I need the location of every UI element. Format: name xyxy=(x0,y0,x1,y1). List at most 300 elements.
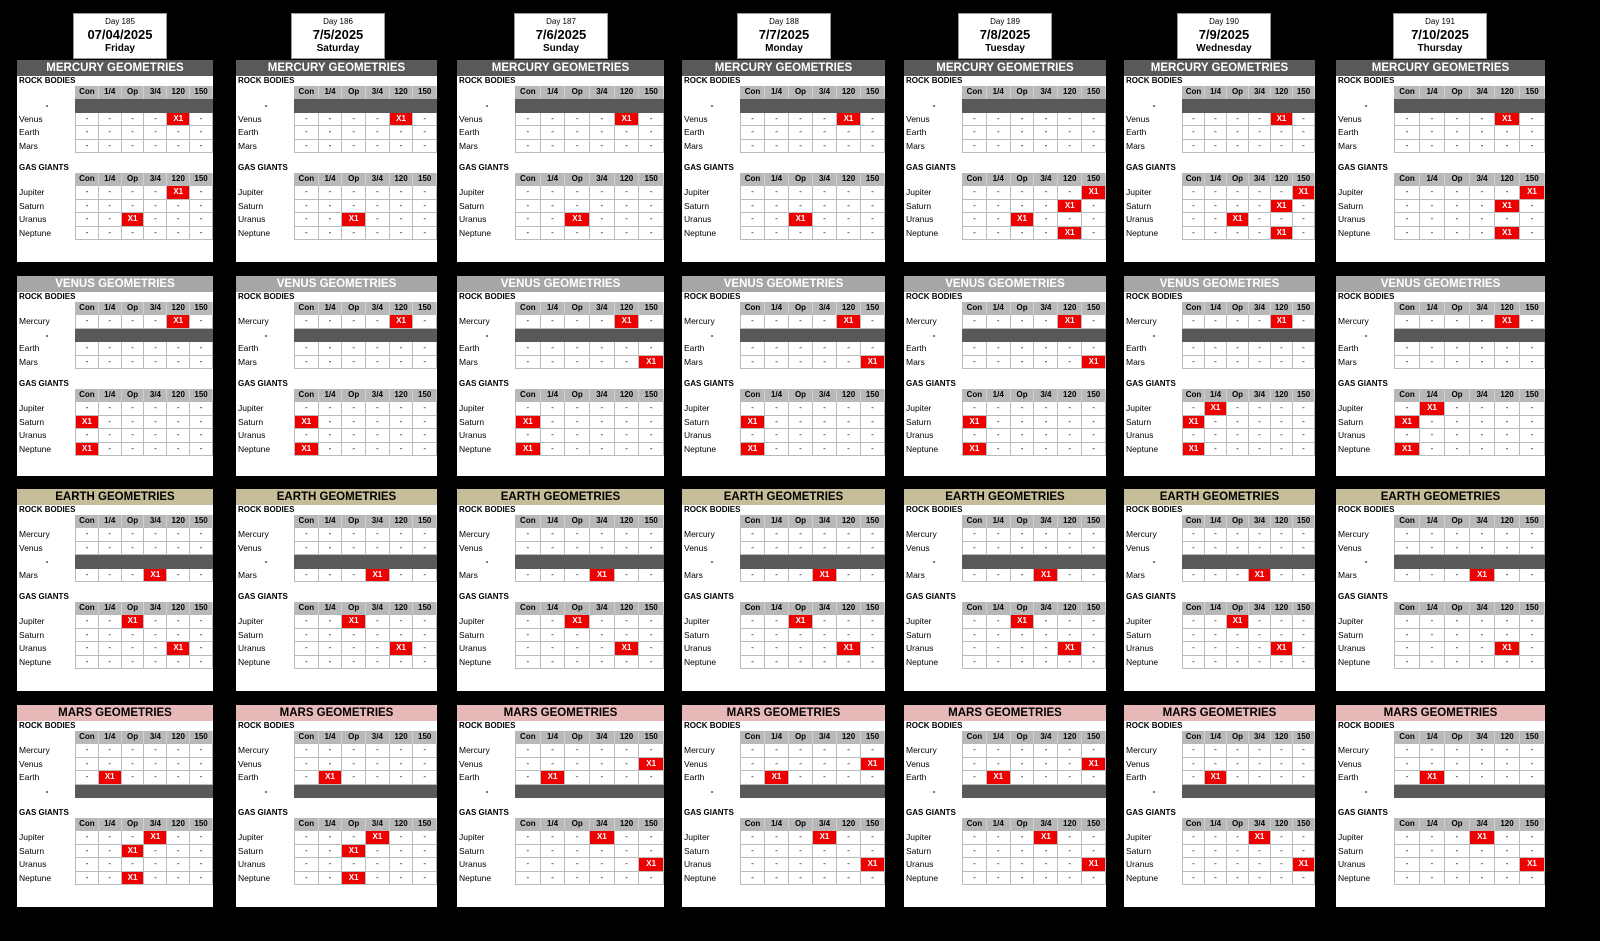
gas-giants-label: GAS GIANTS xyxy=(19,378,69,388)
aspect-cell: - xyxy=(1271,656,1293,669)
column-header-row xyxy=(904,818,1106,831)
aspect-cell: - xyxy=(789,831,813,844)
aspect-cell: - xyxy=(319,213,343,226)
aspect-cells xyxy=(1394,872,1545,885)
planet-label: Saturn xyxy=(1338,416,1364,427)
aspect-cell: - xyxy=(1445,200,1470,213)
aspect-cell xyxy=(1394,785,1420,798)
column-header-4: 120 xyxy=(1271,302,1293,315)
venus-geometries-panel xyxy=(17,276,213,476)
column-header-4: 120 xyxy=(615,173,640,186)
row-label-spacer xyxy=(17,602,75,615)
self-row xyxy=(457,99,664,112)
aspect-cell xyxy=(1470,329,1495,342)
aspect-cell: - xyxy=(962,872,987,885)
aspect-cell: - xyxy=(413,126,437,139)
aspect-cell: - xyxy=(122,227,145,240)
aspect-cell: - xyxy=(837,656,861,669)
aspect-cell: - xyxy=(1082,126,1106,139)
column-header-1: 1/4 xyxy=(1420,86,1445,99)
aspect-cell: - xyxy=(740,569,765,582)
aspect-cell xyxy=(1227,99,1249,112)
aspect-cells xyxy=(294,200,437,213)
aspect-cell: - xyxy=(515,569,541,582)
aspect-cells xyxy=(294,555,437,568)
day-date: 07/04/2025 xyxy=(87,27,153,42)
planet-label: Saturn xyxy=(459,200,485,211)
aspect-cell xyxy=(1271,785,1293,798)
gas-giants-label: GAS GIANTS xyxy=(238,378,288,388)
aspect-cells xyxy=(75,315,213,328)
aspect-cell: - xyxy=(144,528,167,541)
row-label-spacer xyxy=(1124,515,1182,528)
column-header-1: 1/4 xyxy=(319,602,343,615)
aspect-cell: - xyxy=(987,642,1011,655)
planet-row xyxy=(904,402,1106,415)
aspect-cell: - xyxy=(590,402,615,415)
column-header-4: 120 xyxy=(837,602,861,615)
column-header-3: 3/4 xyxy=(1249,602,1271,615)
planet-row xyxy=(1124,402,1315,415)
aspect-cell: - xyxy=(1495,402,1520,415)
aspect-cell: - xyxy=(342,443,366,456)
aspect-hit-cell: X1 xyxy=(789,615,813,628)
aspect-cell: - xyxy=(190,213,213,226)
planet-row xyxy=(904,771,1106,784)
aspect-cell: - xyxy=(1420,872,1445,885)
aspect-cell: - xyxy=(319,615,343,628)
planet-label: Neptune xyxy=(1338,656,1371,667)
aspect-cell: - xyxy=(590,656,615,669)
aspect-cell: - xyxy=(639,126,664,139)
aspect-cells xyxy=(740,342,885,355)
aspect-cells xyxy=(1182,642,1315,655)
panel-title: VENUS GEOMETRIES xyxy=(457,276,664,292)
aspect-cells xyxy=(515,845,664,858)
aspect-cell: - xyxy=(1082,831,1106,844)
planet-label: Venus xyxy=(684,542,708,553)
aspect-hit-cell: X1 xyxy=(639,758,664,771)
column-header-0: Con xyxy=(294,515,319,528)
aspect-cell xyxy=(319,785,343,798)
aspect-cell: - xyxy=(515,227,541,240)
aspect-cell: - xyxy=(319,429,343,442)
aspect-cell: - xyxy=(1182,126,1205,139)
spacer xyxy=(1336,369,1545,379)
column-header-2: Op xyxy=(565,602,590,615)
aspect-cell: - xyxy=(1293,356,1315,369)
aspect-cell: - xyxy=(122,113,145,126)
aspect-cell: - xyxy=(1034,629,1058,642)
column-header-5: 150 xyxy=(1520,515,1545,528)
row-label-spacer xyxy=(457,389,515,402)
aspect-cell xyxy=(987,99,1011,112)
aspect-cell: - xyxy=(319,831,343,844)
aspect-hit-cell: X1 xyxy=(294,416,319,429)
column-header-1: 1/4 xyxy=(541,515,566,528)
aspect-cell: - xyxy=(99,858,122,871)
column-header-2: Op xyxy=(122,389,145,402)
aspect-cell: - xyxy=(190,771,213,784)
aspect-cell: - xyxy=(962,771,987,784)
aspect-cell: - xyxy=(565,771,590,784)
aspect-cell: - xyxy=(167,443,190,456)
aspect-cell: - xyxy=(144,126,167,139)
aspect-hit-cell: X1 xyxy=(565,615,590,628)
aspect-cells xyxy=(1182,416,1315,429)
planet-label: Earth xyxy=(19,343,40,354)
planet-label: Venus xyxy=(1338,542,1362,553)
column-header-row xyxy=(236,731,437,744)
planet-label: Jupiter xyxy=(459,832,485,843)
aspect-cell: - xyxy=(789,227,813,240)
row-label-spacer xyxy=(904,818,962,831)
aspect-cells xyxy=(75,785,213,798)
aspect-cell: - xyxy=(413,615,437,628)
aspect-cell: - xyxy=(413,200,437,213)
aspect-cell: - xyxy=(75,227,99,240)
aspect-cell: - xyxy=(541,872,566,885)
aspect-cell: - xyxy=(987,528,1011,541)
aspect-cells xyxy=(515,528,664,541)
row-label-spacer xyxy=(682,731,740,744)
self-row xyxy=(1124,555,1315,568)
planet-row xyxy=(1336,140,1545,153)
column-header-0: Con xyxy=(1394,173,1420,186)
aspect-cell xyxy=(1205,555,1227,568)
column-header-4: 120 xyxy=(837,731,861,744)
aspect-cell: - xyxy=(1058,140,1082,153)
aspect-cell: - xyxy=(1011,656,1035,669)
planet-label: - xyxy=(932,556,936,567)
aspect-cell: - xyxy=(639,402,664,415)
aspect-cell: - xyxy=(366,872,390,885)
aspect-cell: - xyxy=(413,356,437,369)
aspect-cell: - xyxy=(1495,342,1520,355)
panel-title: VENUS GEOMETRIES xyxy=(236,276,437,292)
planet-label: Earth xyxy=(906,343,927,354)
aspect-cell xyxy=(789,99,813,112)
aspect-cells xyxy=(1182,186,1315,199)
aspect-cell: - xyxy=(789,402,813,415)
aspect-cell: - xyxy=(765,140,789,153)
aspect-cell: - xyxy=(342,744,366,757)
column-header-5: 150 xyxy=(1293,389,1315,402)
column-header-5: 150 xyxy=(1082,515,1106,528)
column-header-3: 3/4 xyxy=(366,389,390,402)
aspect-cell: - xyxy=(342,542,366,555)
aspect-hit-cell: X1 xyxy=(515,443,541,456)
aspect-cell: - xyxy=(1394,315,1420,328)
column-header-row xyxy=(904,173,1106,186)
column-header-0: Con xyxy=(1182,173,1205,186)
aspect-cell: - xyxy=(765,744,789,757)
aspect-cell: - xyxy=(1249,656,1271,669)
aspect-cell: - xyxy=(190,831,213,844)
aspect-cells xyxy=(75,213,213,226)
planet-label: Jupiter xyxy=(459,403,485,414)
aspect-cells xyxy=(294,845,437,858)
aspect-cell: - xyxy=(1058,342,1082,355)
aspect-cells xyxy=(515,113,664,126)
self-row xyxy=(904,329,1106,342)
aspect-cell: - xyxy=(1420,429,1445,442)
aspect-cell xyxy=(515,99,541,112)
aspect-hit-cell: X1 xyxy=(1058,227,1082,240)
aspect-cell: - xyxy=(1420,615,1445,628)
planet-label: Uranus xyxy=(1338,430,1366,441)
column-header-4: 120 xyxy=(615,302,640,315)
aspect-cells xyxy=(1394,831,1545,844)
aspect-cell: - xyxy=(639,656,664,669)
column-header-row xyxy=(1336,86,1545,99)
aspect-cell: - xyxy=(987,342,1011,355)
column-header-0: Con xyxy=(294,818,319,831)
aspect-cell: - xyxy=(413,542,437,555)
column-header-3: 3/4 xyxy=(144,389,167,402)
aspect-cell: - xyxy=(319,140,343,153)
planet-row xyxy=(17,771,213,784)
column-header-row xyxy=(457,602,664,615)
aspect-cell: - xyxy=(962,200,987,213)
column-header-2: Op xyxy=(1011,173,1035,186)
aspect-cell: - xyxy=(99,315,122,328)
aspect-cell: - xyxy=(1271,629,1293,642)
aspect-cell: - xyxy=(1445,126,1470,139)
planet-label: Venus xyxy=(906,758,930,769)
aspect-cell: - xyxy=(740,845,765,858)
planet-label: Jupiter xyxy=(459,187,485,198)
aspect-cell: - xyxy=(1205,356,1227,369)
aspect-cell: - xyxy=(765,528,789,541)
column-header-5: 150 xyxy=(1293,86,1315,99)
row-label-spacer xyxy=(457,515,515,528)
column-header-4: 120 xyxy=(615,86,640,99)
gas-giants-label: GAS GIANTS xyxy=(684,591,734,601)
aspect-cell: - xyxy=(565,528,590,541)
planet-label: Earth xyxy=(459,127,480,138)
aspect-hit-cell: X1 xyxy=(1495,642,1520,655)
aspect-cell: - xyxy=(1058,186,1082,199)
planet-row xyxy=(17,213,213,226)
aspect-cell: - xyxy=(765,213,789,226)
aspect-cell: - xyxy=(740,858,765,871)
aspect-cell: - xyxy=(167,542,190,555)
header-cells xyxy=(962,818,1106,831)
self-row xyxy=(1336,555,1545,568)
column-header-row xyxy=(457,515,664,528)
aspect-cell: - xyxy=(1293,113,1315,126)
aspect-cell: - xyxy=(1082,528,1106,541)
column-header-row xyxy=(904,602,1106,615)
aspect-cell: - xyxy=(1034,315,1058,328)
aspect-cell: - xyxy=(962,315,987,328)
planet-row xyxy=(904,443,1106,456)
aspect-cell: - xyxy=(861,315,885,328)
planet-label: Jupiter xyxy=(1126,187,1152,198)
aspect-cell: - xyxy=(1249,126,1271,139)
aspect-cell: - xyxy=(75,615,99,628)
aspect-cell: - xyxy=(639,744,664,757)
planet-label: Neptune xyxy=(906,443,939,454)
planet-row xyxy=(17,831,213,844)
header-cells xyxy=(740,173,885,186)
planet-row xyxy=(17,656,213,669)
spacer xyxy=(1124,369,1315,379)
aspect-cell: - xyxy=(1034,744,1058,757)
aspect-cells xyxy=(1182,744,1315,757)
aspect-cell: - xyxy=(167,126,190,139)
aspect-cell: - xyxy=(122,402,145,415)
planet-row xyxy=(1124,758,1315,771)
aspect-cell: - xyxy=(1271,443,1293,456)
aspect-cell: - xyxy=(1495,126,1520,139)
aspect-cells xyxy=(740,429,885,442)
planet-row xyxy=(904,845,1106,858)
aspect-cell: - xyxy=(1495,845,1520,858)
column-header-4: 120 xyxy=(1495,173,1520,186)
aspect-hit-cell: X1 xyxy=(1520,186,1545,199)
aspect-cell: - xyxy=(789,845,813,858)
aspect-hit-cell: X1 xyxy=(342,845,366,858)
aspect-cell: - xyxy=(1182,858,1205,871)
aspect-cell: - xyxy=(1082,845,1106,858)
aspect-hit-cell: X1 xyxy=(1293,858,1315,871)
aspect-cell: - xyxy=(1182,642,1205,655)
column-header-0: Con xyxy=(515,731,541,744)
aspect-cell: - xyxy=(1470,416,1495,429)
aspect-cell: - xyxy=(1271,771,1293,784)
planet-row xyxy=(1124,615,1315,628)
column-header-3: 3/4 xyxy=(1249,302,1271,315)
aspect-cell: - xyxy=(390,872,414,885)
planet-label: Saturn xyxy=(19,200,45,211)
day-date: 7/8/2025 xyxy=(979,27,1031,42)
aspect-cell: - xyxy=(342,402,366,415)
planet-row xyxy=(17,642,213,655)
column-header-row xyxy=(682,602,885,615)
aspect-cell xyxy=(1394,555,1420,568)
planet-row xyxy=(17,615,213,628)
aspect-cell: - xyxy=(565,402,590,415)
column-header-4: 120 xyxy=(1495,818,1520,831)
aspect-cell: - xyxy=(99,831,122,844)
planet-label: Jupiter xyxy=(238,616,264,627)
aspect-cell: - xyxy=(1470,845,1495,858)
gas-giants-label: GAS GIANTS xyxy=(1338,378,1388,388)
spacer xyxy=(1124,153,1315,163)
aspect-cell: - xyxy=(789,858,813,871)
aspect-hit-cell: X1 xyxy=(740,443,765,456)
column-header-5: 150 xyxy=(190,86,213,99)
gas-giants-label: GAS GIANTS xyxy=(684,807,734,817)
aspect-cell: - xyxy=(294,227,319,240)
planet-row xyxy=(682,113,885,126)
aspect-cell: - xyxy=(1249,186,1271,199)
aspect-cell: - xyxy=(639,845,664,858)
aspect-cell: - xyxy=(1058,569,1082,582)
aspect-cell: - xyxy=(987,416,1011,429)
aspect-cell xyxy=(740,555,765,568)
planet-row xyxy=(236,858,437,871)
spacer xyxy=(1336,798,1545,808)
self-row xyxy=(236,555,437,568)
planet-row xyxy=(236,744,437,757)
spacer xyxy=(236,798,437,808)
column-header-0: Con xyxy=(1182,389,1205,402)
planet-row xyxy=(17,872,213,885)
column-header-4: 120 xyxy=(615,515,640,528)
aspect-hit-cell: X1 xyxy=(390,315,414,328)
aspect-cell: - xyxy=(1271,126,1293,139)
planet-label: Neptune xyxy=(1338,227,1371,238)
gas-giants-label: GAS GIANTS xyxy=(906,162,956,172)
aspect-cell: - xyxy=(144,629,167,642)
aspect-cell: - xyxy=(813,615,837,628)
planet-row xyxy=(1336,213,1545,226)
rock-bodies-label: ROCK BODIES xyxy=(459,76,516,85)
aspect-cells xyxy=(740,113,885,126)
aspect-cell xyxy=(515,785,541,798)
aspect-cell xyxy=(1011,555,1035,568)
column-header-3: 3/4 xyxy=(1470,86,1495,99)
planet-label: - xyxy=(485,329,489,340)
planet-label: Saturn xyxy=(19,845,45,856)
planet-label: Neptune xyxy=(459,872,492,883)
aspect-cells xyxy=(294,329,437,342)
aspect-cells xyxy=(1182,569,1315,582)
planet-row xyxy=(236,542,437,555)
aspect-cell: - xyxy=(813,200,837,213)
header-cells xyxy=(962,173,1106,186)
aspect-cell: - xyxy=(390,200,414,213)
aspect-cell: - xyxy=(1182,213,1205,226)
aspect-cells xyxy=(75,872,213,885)
planet-label: Uranus xyxy=(1338,214,1366,225)
column-header-0: Con xyxy=(1394,731,1420,744)
aspect-cells xyxy=(515,342,664,355)
aspect-cell: - xyxy=(740,113,765,126)
column-header-2: Op xyxy=(565,515,590,528)
aspect-cell: - xyxy=(765,758,789,771)
planet-row xyxy=(457,872,664,885)
column-header-4: 120 xyxy=(167,86,190,99)
aspect-hit-cell: X1 xyxy=(1394,443,1420,456)
spacer xyxy=(236,582,437,592)
aspect-hit-cell: X1 xyxy=(1082,858,1106,871)
aspect-cell xyxy=(1058,329,1082,342)
planet-row xyxy=(457,858,664,871)
planet-row xyxy=(1336,872,1545,885)
aspect-cell: - xyxy=(1394,140,1420,153)
header-cells xyxy=(740,302,885,315)
aspect-cell: - xyxy=(167,615,190,628)
column-header-row xyxy=(1336,731,1545,744)
aspect-cell: - xyxy=(167,140,190,153)
planet-row xyxy=(17,140,213,153)
aspect-cell: - xyxy=(740,213,765,226)
row-label-spacer xyxy=(1124,602,1182,615)
mercury-geometries-panel xyxy=(1124,60,1315,262)
aspect-cells xyxy=(1182,771,1315,784)
column-header-0: Con xyxy=(294,731,319,744)
aspect-cell: - xyxy=(541,126,566,139)
aspect-cell: - xyxy=(294,200,319,213)
planet-row xyxy=(17,744,213,757)
column-header-row xyxy=(457,389,664,402)
column-header-5: 150 xyxy=(190,515,213,528)
column-header-0: Con xyxy=(515,86,541,99)
